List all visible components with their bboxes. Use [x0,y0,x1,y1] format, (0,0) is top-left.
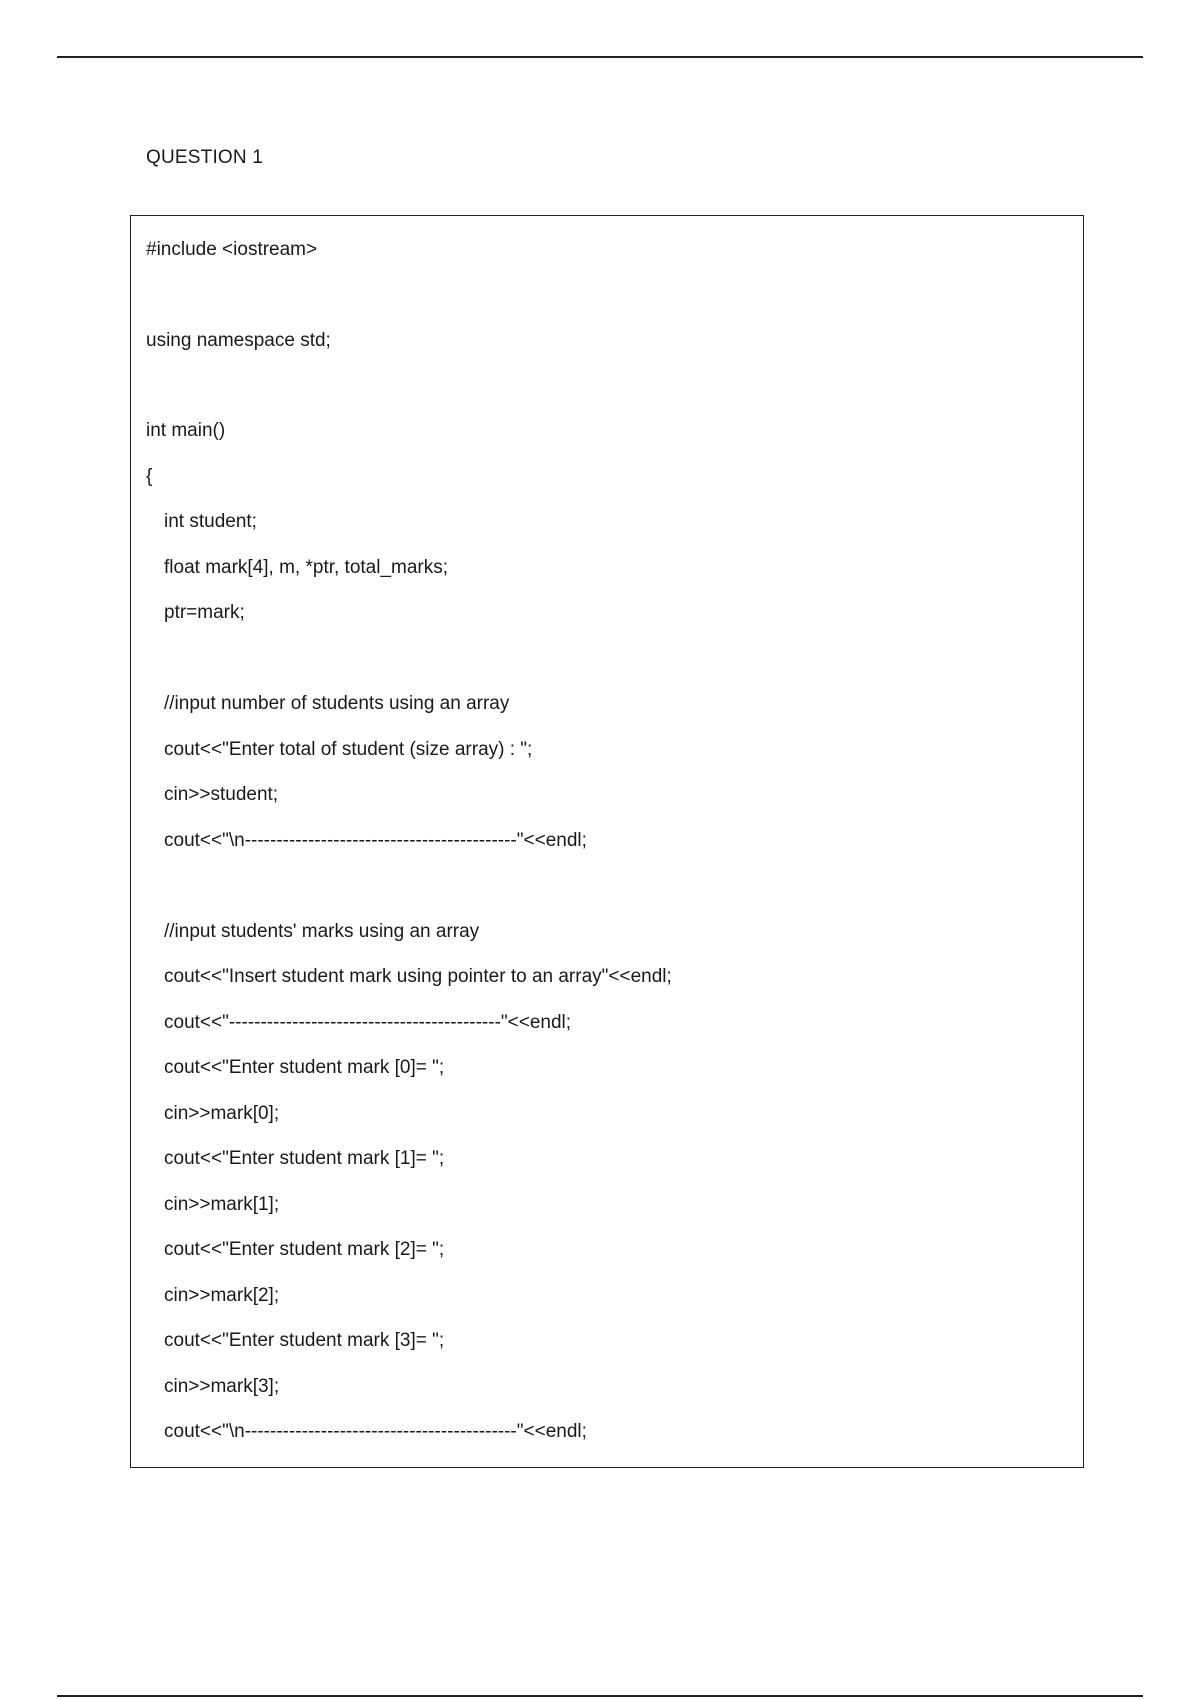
top-rule [57,56,1143,58]
code-line: { [146,466,153,487]
code-line: cin>>student; [164,784,279,805]
code-line: cout<<"Enter total of student (size array) : "; [164,739,533,760]
question-title: QUESTION 1 [146,147,264,168]
code-line: #include <iostream> [146,239,318,260]
code-line: cout<<"Enter student mark [0]= "; [164,1057,445,1078]
code-line: //input number of students using an array [164,693,510,714]
code-line: cin>>mark[0]; [164,1103,280,1124]
code-line: using namespace std; [146,330,331,351]
code-line: cin>>mark[3]; [164,1376,280,1397]
code-line: cin>>mark[1]; [164,1194,280,1215]
code-line: int main() [146,420,226,441]
code-line: cout<<"\n-------------------------------------------"<<endl; [164,830,587,851]
code-line: float mark[4], m, *ptr, total_marks; [164,557,449,578]
code-line: cout<<"-------------------------------------------"<<endl; [164,1012,572,1033]
code-line: cout<<"Insert student mark using pointer to an array"<<endl; [164,966,672,987]
code-line: cout<<"Enter student mark [2]= "; [164,1239,445,1260]
code-line: int student; [164,511,257,532]
code-line: ptr=mark; [164,602,245,623]
code-line: cin>>mark[2]; [164,1285,280,1306]
code-line: //input students' marks using an array [164,921,480,942]
code-line: cout<<"Enter student mark [3]= "; [164,1330,445,1351]
code-line: cout<<"Enter student mark [1]= "; [164,1148,445,1169]
bottom-rule [57,1695,1143,1697]
code-line: cout<<"\n-------------------------------------------"<<endl; [164,1421,587,1442]
